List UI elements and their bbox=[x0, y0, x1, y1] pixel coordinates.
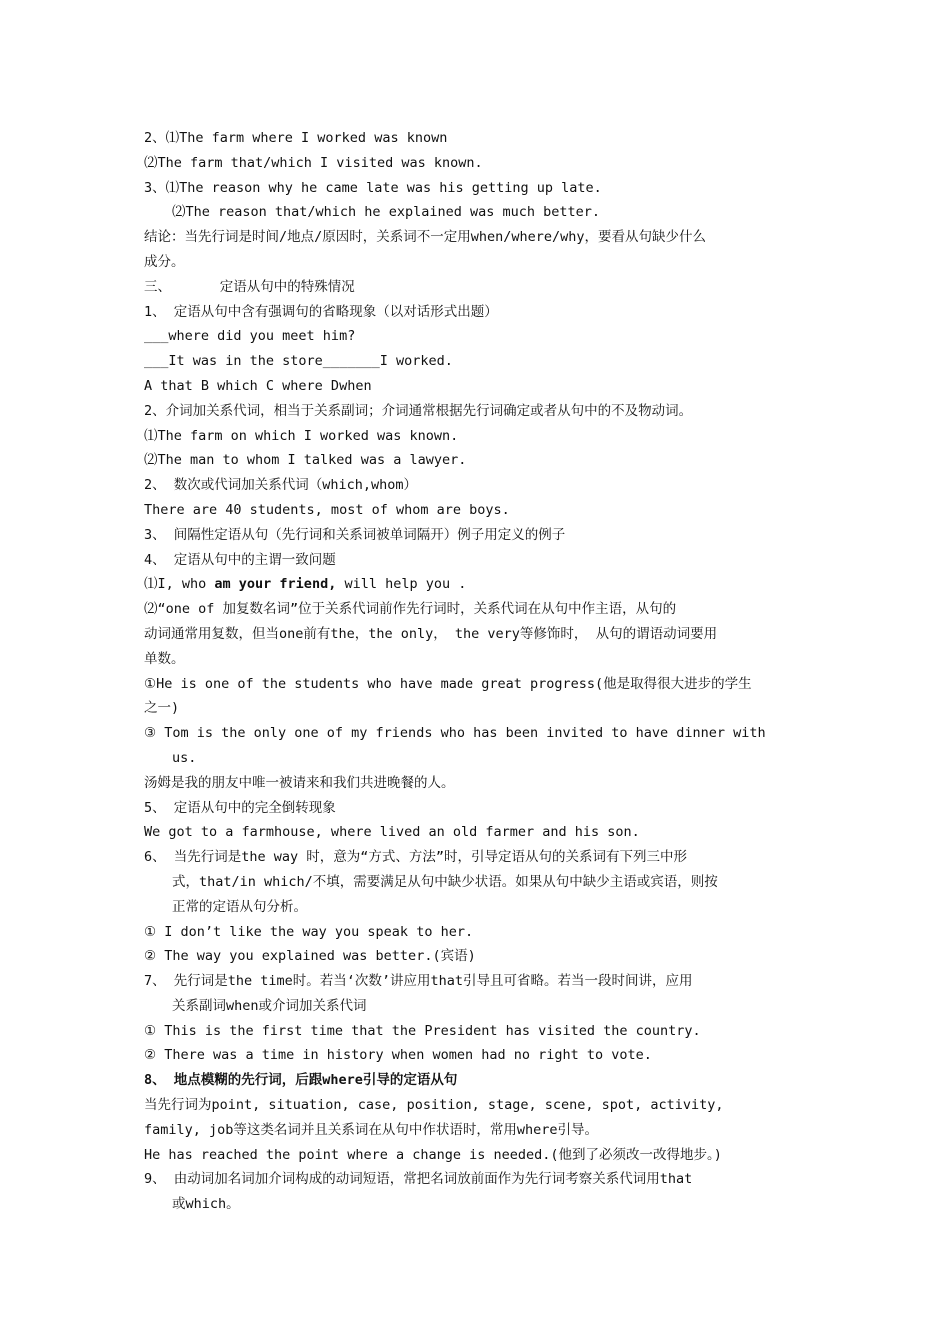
text-line: A that B which C where Dwhen bbox=[144, 377, 372, 394]
text-line: 成分。 bbox=[144, 253, 185, 270]
text-line: We got to a farmhouse, where lived an old farmer and his son. bbox=[144, 824, 640, 841]
text-line: 9、 由动词加名词加介词构成的动词短语，常把名词放前面作为先行词考察关系代词用that bbox=[144, 1171, 693, 1188]
text-line: 3、⑴The reason why he came late was his getting up late. bbox=[144, 179, 602, 196]
text-line: 7、 先行词是the time时。若当‘次数’讲应用that引导且可省略。若当一段时间讲，应用 bbox=[144, 973, 693, 990]
text-line: 单数。 bbox=[144, 650, 185, 667]
text-line: 5、 定语从句中的完全倒转现象 bbox=[144, 799, 336, 816]
text-line: ⑵The farm that/which I visited was known. bbox=[144, 154, 483, 171]
text-line: 汤姆是我的朋友中唯一被请来和我们共进晚餐的人。 bbox=[144, 774, 455, 791]
text-line: ⑵The man to whom I talked was a lawyer. bbox=[144, 452, 467, 469]
text-line: ___where did you meet him? bbox=[144, 328, 356, 345]
text-line: ___It was in the store_______I worked. bbox=[144, 353, 453, 370]
text-line: 2、 数次或代词加关系代词（which,whom） bbox=[144, 477, 418, 494]
text-line: 当先行词为point, situation, case, position, stage, scene, spot, activity, bbox=[144, 1097, 724, 1114]
text-line: 之一) bbox=[144, 700, 180, 717]
document-body bbox=[144, 126, 808, 1217]
text-line: 1、 定语从句中含有强调句的省略现象（以对话形式出题） bbox=[144, 303, 498, 320]
text-line: ③ Tom is the only one of my friends who has been invited to have dinner with bbox=[144, 725, 766, 742]
bold-text: am your friend, bbox=[214, 576, 337, 593]
text-line: 3、 间隔性定语从句（先行词和关系词被单词隔开）例子用定义的例子 bbox=[144, 526, 566, 543]
section-heading: 三、 定语从句中的特殊情况 bbox=[144, 278, 355, 295]
text-fragment: ⑴I, who bbox=[144, 576, 215, 593]
text-line: 或which。 bbox=[172, 1196, 240, 1213]
text-line: ⑵“one of 加复数名词”位于关系代词前作先行词时，关系代词在从句中作主语，从句的 bbox=[144, 601, 677, 618]
text-line: ① I don’t like the way you speak to her. bbox=[144, 923, 474, 940]
text-line: 6、 当先行词是the way 时，意为“方式、方法”时，引导定语从句的关系词有下列三中形 bbox=[144, 849, 688, 866]
bold-heading: 8、 地点模糊的先行词，后跟where引导的定语从句 bbox=[144, 1072, 458, 1089]
text-line: ⑵The reason that/which he explained was much better. bbox=[172, 204, 601, 221]
text-line: 4、 定语从句中的主谓一致问题 bbox=[144, 551, 336, 568]
text-line: us. bbox=[172, 749, 197, 766]
text-line: ② The way you explained was better.(宾语) bbox=[144, 948, 476, 965]
text-line: ⑴The farm on which I worked was known. bbox=[144, 427, 459, 444]
text-fragment: will help you . bbox=[336, 576, 467, 593]
text-line: ① This is the first time that the President has visited the country. bbox=[144, 1022, 701, 1039]
text-line: 正常的定语从句分析。 bbox=[172, 898, 307, 915]
text-line: 结论：当先行词是时间/地点/原因时，关系词不一定用when/where/why，要看从句缺少什么 bbox=[144, 229, 707, 246]
text-line: 关系副词when或介词加关系代词 bbox=[172, 997, 367, 1014]
text-line: There are 40 students, most of whom are boys. bbox=[144, 501, 510, 518]
text-line: family, job等这类名词并且关系词在从句中作状语时，常用where引导。 bbox=[144, 1121, 599, 1138]
text-line: He has reached the point where a change is needed.(他到了必须改一改得地步。) bbox=[144, 1146, 722, 1163]
text-line: 2、介词加关系代词，相当于关系副词；介词通常根据先行词确定或者从句中的不及物动词。 bbox=[144, 402, 693, 419]
text-line: ② There was a time in history when women had no right to vote. bbox=[144, 1047, 652, 1064]
text-line: ①He is one of the students who have made great progress(他是取得很大进步的学生 bbox=[144, 675, 752, 692]
text-line: 2、⑴The farm where I worked was known bbox=[144, 130, 448, 146]
text-line: 式，that/in which/不填，需要满足从句中缺少状语。如果从句中缺少主语或宾语，则按 bbox=[172, 873, 718, 890]
text-line: 动词通常用复数，但当one前有the，the only， the very等修饰时， 从句的谓语动词要用 bbox=[144, 625, 718, 642]
text-line bbox=[144, 572, 808, 597]
